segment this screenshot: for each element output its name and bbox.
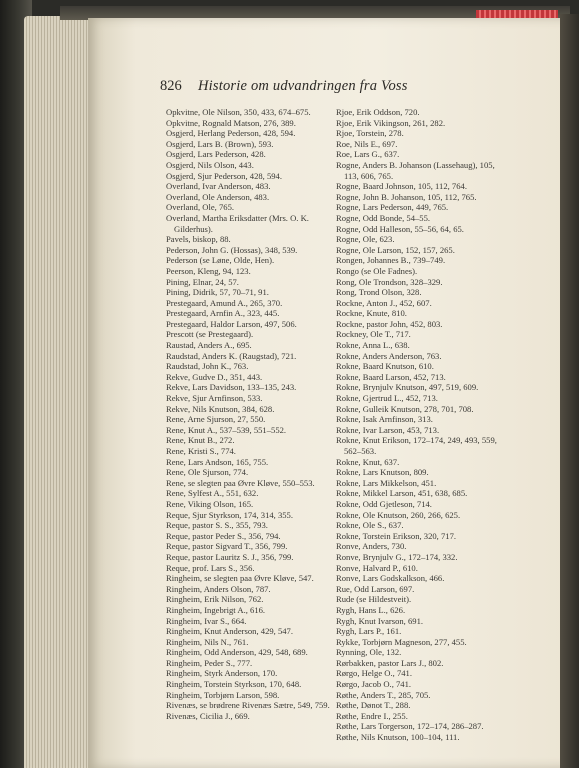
index-entry: Ringheim, se slegten paa Øvre Kløve, 547.: [166, 573, 314, 584]
index-entry: Rørgo, Jacob O., 741.: [336, 679, 412, 690]
running-title: Historie om udvandringen fra Voss: [198, 78, 408, 94]
index-entry: Pavels, biskop, 88.: [166, 234, 231, 245]
index-entry: Ronve, Anders, 730.: [336, 541, 407, 552]
index-entry: Rørgo, Helge O., 741.: [336, 668, 412, 679]
index-entry: Rogne, John B. Johanson, 105, 112, 765.: [336, 191, 477, 202]
index-entry: Røthe, Nils Knutson, 100–104, 111.: [336, 732, 460, 743]
index-entry: Rekve, Lars Davidson, 133–135, 243.: [166, 382, 297, 393]
index-entry: Reque, pastor Peder S., 356, 794.: [166, 530, 281, 541]
index-entry: Ringheim, Erik Nilson, 762.: [166, 594, 264, 605]
index-entry: Rogne, Baard Johnson, 105, 112, 764.: [336, 181, 467, 192]
index-entry: Reque, pastor S. S., 355, 793.: [166, 520, 268, 531]
index-entry: Prescott (se Prestegaard).: [166, 329, 254, 340]
index-entry: Rokne, Isak Arnfinson, 313.: [336, 414, 433, 425]
index-entry: Rene, Arne Sjurson, 27, 550.: [166, 414, 266, 425]
index-entry: Rockne, Anton J., 452, 607.: [336, 297, 432, 308]
index-entry: Rong, Trond Olson, 328.: [336, 287, 422, 298]
index-entry: Opkvitne, Rognald Matson, 276, 389.: [166, 117, 296, 128]
page-header: [160, 78, 480, 100]
index-entry: Overland, Ivar Anderson, 483.: [166, 181, 271, 192]
index-entry: Rokne, Torstein Erikson, 320, 717.: [336, 530, 457, 541]
index-entry: Rørbakken, pastor Lars J., 802.: [336, 657, 444, 668]
index-entry: Rong, Ole Trondson, 328–329.: [336, 276, 443, 287]
index-entry: Prestegaard, Haldor Larson, 497, 506.: [166, 318, 297, 329]
index-entry: Ringheim, Nils N., 761.: [166, 636, 249, 647]
index-entry: Ringheim, Peder S., 777.: [166, 657, 253, 668]
index-entry: Ringheim, Anders Olson, 787.: [166, 583, 271, 594]
index-entry: Ringheim, Ivar S., 664.: [166, 615, 247, 626]
index-entry: Rongo (se Ole Fadnes).: [336, 265, 418, 276]
index-entry: Rene, Viking Olson, 165.: [166, 498, 254, 509]
index-entry: Reque, prof. Lars S., 356.: [166, 562, 255, 573]
book-right-edge: [560, 14, 579, 768]
index-entry: Rjoe, Erik Vikingson, 261, 282.: [336, 117, 446, 128]
index-entry: Ringheim, Torbjørn Larson, 598.: [166, 689, 280, 700]
index-entry: Roe, Nils E., 697.: [336, 138, 398, 149]
index-entry: Røthe, Lars Torgerson, 172–174, 286–287.: [336, 721, 484, 732]
index-entry: Rogne, Odd Halleson, 55–56, 64, 65.: [336, 223, 464, 234]
index-entry: Rokne, Gulleik Knutson, 278, 701, 708.: [336, 403, 474, 414]
index-entry: Rude (se Hildestveit).: [336, 594, 412, 605]
index-entry: Rokne, Brynjulv Knutson, 497, 519, 609.: [336, 382, 479, 393]
index-entry: Rene, se slegten paa Øvre Kløve, 550–553.: [166, 477, 315, 488]
index-entry: Rokne, Lars Knutson, 809.: [336, 467, 429, 478]
index-entry: Rekve, Sjur Arnfinson, 533.: [166, 393, 263, 404]
index-entry: Rokne, Ole Knutson, 260, 266, 625.: [336, 509, 461, 520]
page-stack-edges: [24, 16, 94, 768]
index-entry: Rokne, Odd Gjetleson, 714.: [336, 498, 432, 509]
index-entry: Rongen, Johannes B., 739–749.: [336, 255, 446, 266]
index-entry: Rockne, pastor John, 452, 803.: [336, 318, 443, 329]
index-entry: Rue, Odd Larson, 697.: [336, 583, 415, 594]
index-entry: Ronve, Brynjulv G., 172–174, 332.: [336, 551, 458, 562]
index-entry: Rokne, Baard Larson, 452, 713.: [336, 371, 446, 382]
index-entry: Raudstad, John K., 763.: [166, 361, 249, 372]
index-entry: Rekve, Nils Knutson, 384, 628.: [166, 403, 275, 414]
index-entry: Røthe, Dønot T., 288.: [336, 700, 411, 711]
index-entry: Rene, Knut A., 537–539, 551–552.: [166, 424, 287, 435]
index-entry: Peerson, Kleng, 94, 123.: [166, 265, 251, 276]
index-entry: Ringheim, Knut Anderson, 429, 547.: [166, 626, 293, 637]
index-entry: Prestegaard, Amund A., 265, 370.: [166, 297, 283, 308]
index-entry: Rokne, Mikkel Larson, 451, 638, 685.: [336, 488, 468, 499]
index-entry: Rykke, Torbjørn Magneson, 277, 455.: [336, 636, 467, 647]
index-entry: Opkvitne, Ole Nilson, 350, 433, 674–675.: [166, 107, 311, 117]
index-entry: Pining, Didrik, 57, 70–71, 91.: [166, 287, 269, 298]
index-entry: Overland, Martha Eriksdatter (Mrs. O. K. Gilderhus).: [166, 212, 309, 234]
index-entry: Ringheim, Styrk Anderson, 170.: [166, 668, 278, 679]
index-entry: Rokne, Ole S., 637.: [336, 520, 404, 531]
index-entry: Rogne, Anders B. Johanson (Lassehaug), 105, 113, 606, 765.: [336, 159, 495, 181]
index-entry: Osgjerd, Herlang Pederson, 428, 594.: [166, 128, 296, 139]
index-entry: Rekve, Gudve D., 351, 443.: [166, 371, 263, 382]
index-entry: Ronve, Lars Godskalkson, 466.: [336, 573, 445, 584]
index-entry: Ringheim, Odd Anderson, 429, 548, 689.: [166, 647, 308, 658]
index-entry: Osgjerd, Nils Olson, 443.: [166, 159, 254, 170]
index-entry: Osgjerd, Lars B. (Brown), 593.: [166, 138, 274, 149]
index-entry: Rokne, Anna L., 638.: [336, 340, 410, 351]
index-entry: Rogne, Ole Larson, 152, 157, 265.: [336, 244, 455, 255]
index-entry: Rokne, Gjertrud L., 452, 713.: [336, 393, 438, 404]
index-entry: Rokne, Ivar Larson, 453, 713.: [336, 424, 440, 435]
index-entry: Reque, pastor Sigvard T., 356, 799.: [166, 541, 288, 552]
index-entry: Raudstad, Anders K. (Raugstad), 721.: [166, 350, 297, 361]
index-entry: Rokne, Baard Knutson, 610.: [336, 361, 434, 372]
index-entry: Pederson (se Løne, Olde, Hen).: [166, 255, 275, 266]
index-entry: Rene, Ole Sjurson, 774.: [166, 467, 249, 478]
index-entry: Rokne, Knut, 637.: [336, 456, 400, 467]
index-entry: Pining, Elnar, 24, 57.: [166, 276, 239, 287]
index-entry: Roe, Lars G., 637.: [336, 149, 400, 160]
index-entry: Rogne, Odd Bonde, 54–55.: [336, 212, 431, 223]
index-entry: Overland, Ole Anderson, 483.: [166, 191, 270, 202]
index-entry: Rivenæs, se brødrene Rivenæs Sætre, 549, 759.: [166, 700, 330, 711]
index-entry: Røthe, Endre I., 255.: [336, 710, 408, 721]
index-entry: Reque, pastor Lauritz S. J., 356, 799.: [166, 551, 294, 562]
index-entry: Ringheim, Torstein Styrkson, 170, 648.: [166, 679, 302, 690]
index-entry: Rogne, Lars Pederson, 449, 765.: [336, 202, 449, 213]
index-entry: Ringheim, Ingebrigt A., 616.: [166, 604, 266, 615]
index-entry: Pederson, John G. (Hossas), 348, 539.: [166, 244, 298, 255]
index-entry: Rjoe, Erik Oddson, 720.: [336, 107, 420, 117]
page-number: 826: [160, 78, 182, 94]
index-column-right: [336, 107, 504, 743]
index-entry: Rene, Knut B., 272.: [166, 435, 235, 446]
index-entry: Rivenæs, Cicilia J., 669.: [166, 710, 250, 721]
index-entry: Rokne, Lars Mikkelson, 451.: [336, 477, 437, 488]
index-entry: Rygh, Hans L., 626.: [336, 604, 406, 615]
index-entry: Rynning, Ole, 132.: [336, 647, 402, 658]
index-column-left: [166, 107, 330, 721]
index-entry: Rjoe, Torstein, 278.: [336, 128, 404, 139]
index-entry: Rockne, Knute, 810.: [336, 308, 407, 319]
index-entry: Rokne, Anders Anderson, 763.: [336, 350, 442, 361]
index-entry: Rokne, Knut Erikson, 172–174, 249, 493, 559, 562–563.: [336, 435, 497, 456]
index-entry: Rene, Kristi S., 774.: [166, 446, 236, 456]
index-entry: Overland, Ole, 765.: [166, 202, 235, 213]
index-entry: Reque, Sjur Styrkson, 174, 314, 355.: [166, 509, 293, 520]
index-entry: Raustad, Anders A., 695.: [166, 340, 252, 351]
index-entry: Osgjerd, Sjur Pederson, 428, 594.: [166, 170, 283, 181]
index-entry: Osgjerd, Lars Pederson, 428.: [166, 149, 266, 160]
index-entry: Rogne, Ole, 623.: [336, 234, 395, 245]
index-entry: Rene, Sylfest A., 551, 632.: [166, 488, 259, 499]
index-entry: Ronve, Halvard P., 610.: [336, 562, 418, 573]
index-entry: Rockney, Ole T., 717.: [336, 329, 411, 340]
index-entry: Rene, Lars Andson, 165, 755.: [166, 456, 269, 467]
index-entry: Rygh, Lars P., 161.: [336, 626, 402, 637]
index-entry: Røthe, Anders T., 285, 705.: [336, 689, 431, 700]
index-entry: Prestegaard, Arnfin A., 323, 445.: [166, 308, 280, 319]
index-entry: Rygh, Knut Ivarson, 691.: [336, 615, 424, 626]
